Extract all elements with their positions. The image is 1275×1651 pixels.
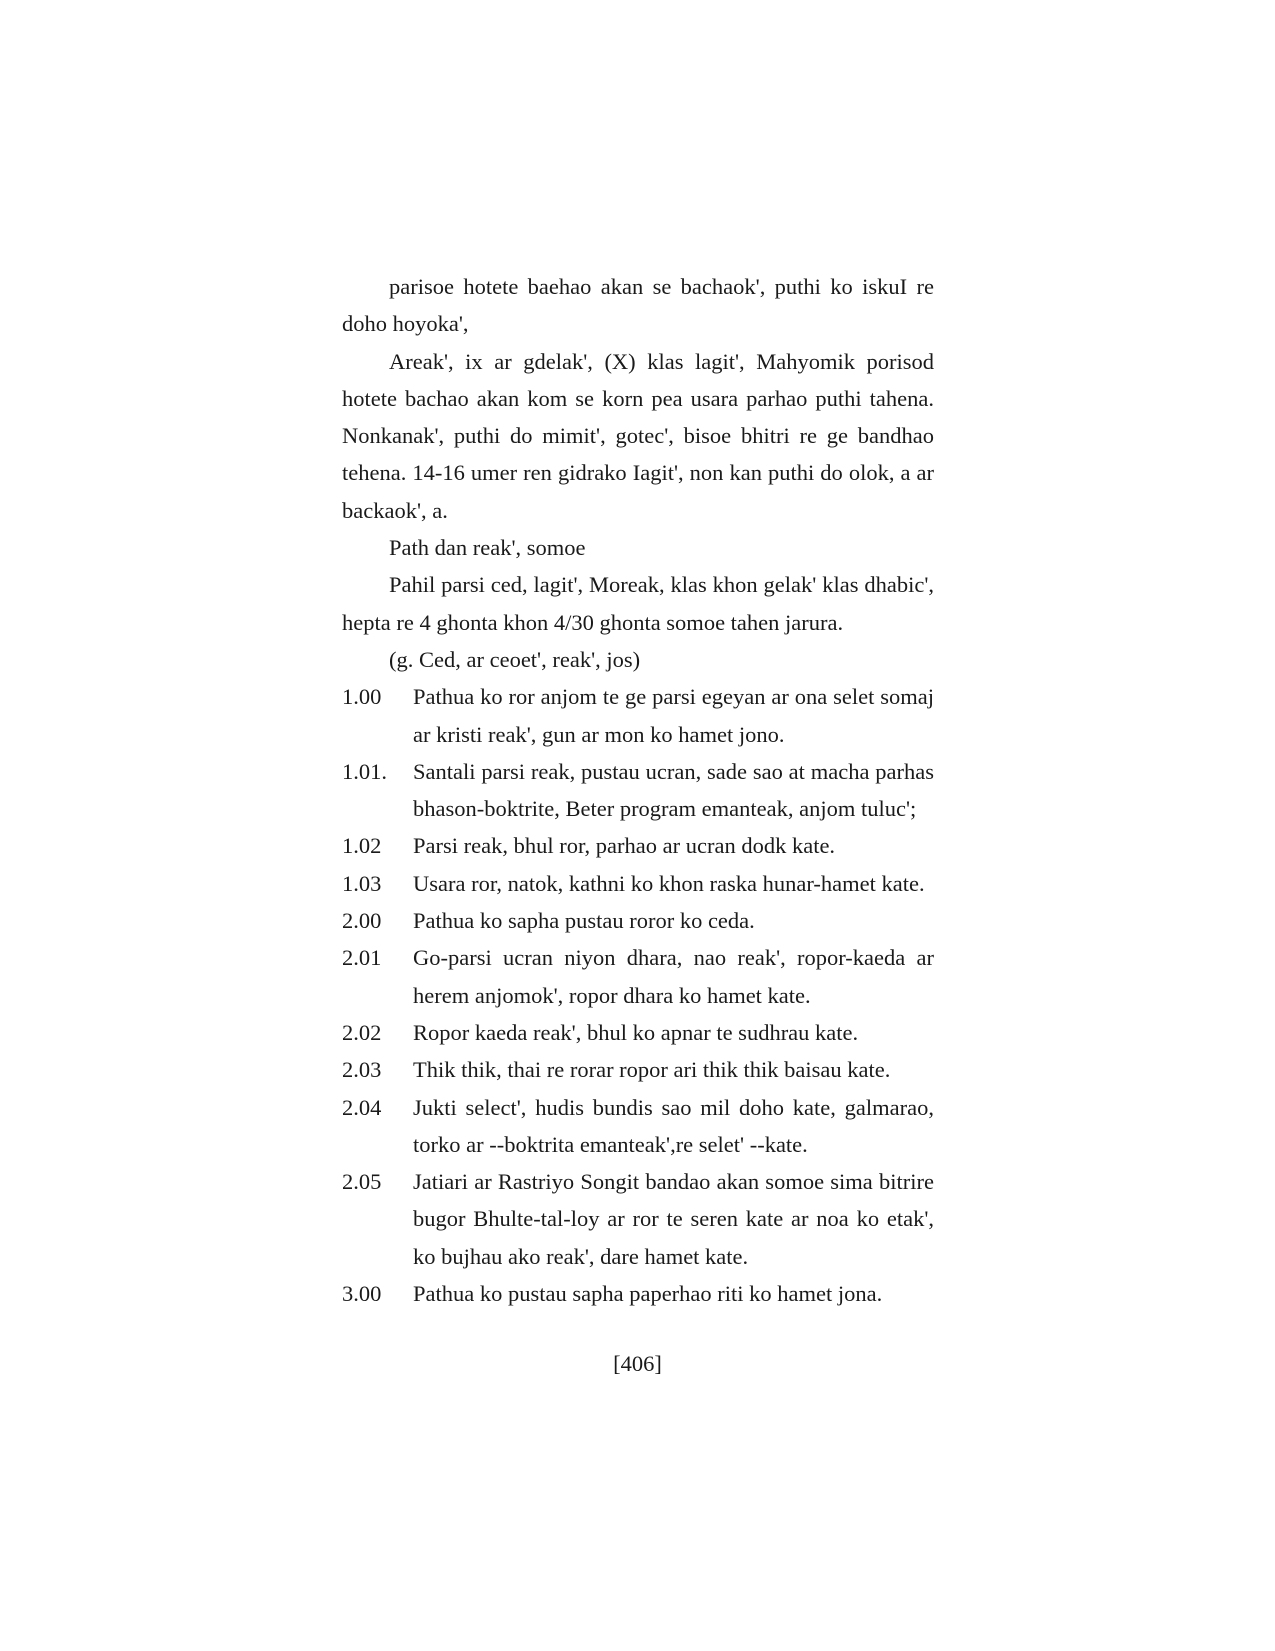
item-number: 1.00 (342, 684, 382, 710)
paragraph-3: Pahil parsi ced, lagit', Moreak, klas khon gelak' klas dhabic', hepta re 4 ghonta khon 4/30 ghonta somoe tahen jarura. (342, 572, 934, 635)
page-number: [406] (613, 1351, 662, 1376)
item-text: Parsi reak, bhul ror, parhao ar ucran dodk kate. (413, 833, 836, 859)
list-item (342, 865, 934, 902)
objectives-list (342, 678, 934, 1312)
item-number: 1.02 (342, 833, 382, 859)
list-item (342, 753, 934, 828)
item-number: 2.02 (342, 1019, 382, 1045)
sub-heading: (g. Ced, ar ceoet', reak', jos) (389, 646, 641, 672)
list-item (342, 1163, 934, 1275)
item-text: Jatiari ar Rastriyo Songit bandao akan somoe sima bitrire bugor Bhulte-tal-loy ar ror te seren kate ar noa ko etak', ko bujhau ako reak', dare hamet kate. (413, 1169, 934, 1269)
item-text: Go-parsi ucran niyon dhara, nao reak', ropor-kaeda ar herem anjomok', ropor dhara ko hamet kate. (413, 945, 934, 1008)
item-text: Pathua ko ror anjom te ge parsi egeyan ar ona selet somaj ar kristi reak', gun ar mon ko hamet jono. (413, 684, 934, 747)
list-item (342, 1051, 934, 1088)
list-item (342, 1089, 934, 1164)
item-number: 2.00 (342, 908, 382, 934)
item-number: 3.00 (342, 1281, 382, 1307)
page-body (342, 268, 934, 1312)
item-number: 2.01 (342, 945, 382, 971)
item-text: Usara ror, natok, kathni ko khon raska hunar-hamet kate. (413, 870, 925, 896)
item-number: 2.04 (342, 1094, 382, 1120)
item-text: Jukti select', hudis bundis sao mil doho kate, galmarao, torko ar --boktrita emanteak',re selet' --kate. (413, 1094, 934, 1157)
item-text: Thik thik, thai re rorar ropor ari thik thik baisau kate. (413, 1057, 891, 1083)
section-heading: Path dan reak', somoe (389, 535, 586, 561)
list-item (342, 678, 934, 753)
list-item (342, 1275, 934, 1312)
item-number: 2.03 (342, 1057, 382, 1083)
paragraph-2: Areak', ix ar gdelak', (X) klas lagit', Mahyomik porisod hotete bachao akan kom se korn pea usara parhao puthi tahena. Nonkanak', puthi do mimit', gotec', bisoe bhitri re ge bandhao tehena. 14-16 umer ren gidrako Iagit', non kan puthi do olok, a ar backaok', a. (342, 348, 934, 523)
paragraph-1: parisoe hotete baehao akan se bachaok', puthi ko iskuI re doho hoyoka', (342, 274, 934, 337)
item-number: 2.05 (342, 1169, 382, 1195)
item-number: 1.01. (342, 758, 387, 784)
list-item (342, 902, 934, 939)
list-item (342, 827, 934, 864)
list-item (342, 1014, 934, 1051)
item-text: Pathua ko pustau sapha paperhao riti ko hamet jona. (413, 1281, 883, 1307)
item-text: Ropor kaeda reak', bhul ko apnar te sudhrau kate. (413, 1019, 859, 1045)
list-item (342, 939, 934, 1014)
item-text: Pathua ko sapha pustau roror ko ceda. (413, 908, 755, 934)
item-number: 1.03 (342, 870, 382, 896)
item-text: Santali parsi reak, pustau ucran, sade sao at macha parhas bhason-boktrite, Beter program emanteak, anjom tuluc'; (413, 758, 934, 822)
